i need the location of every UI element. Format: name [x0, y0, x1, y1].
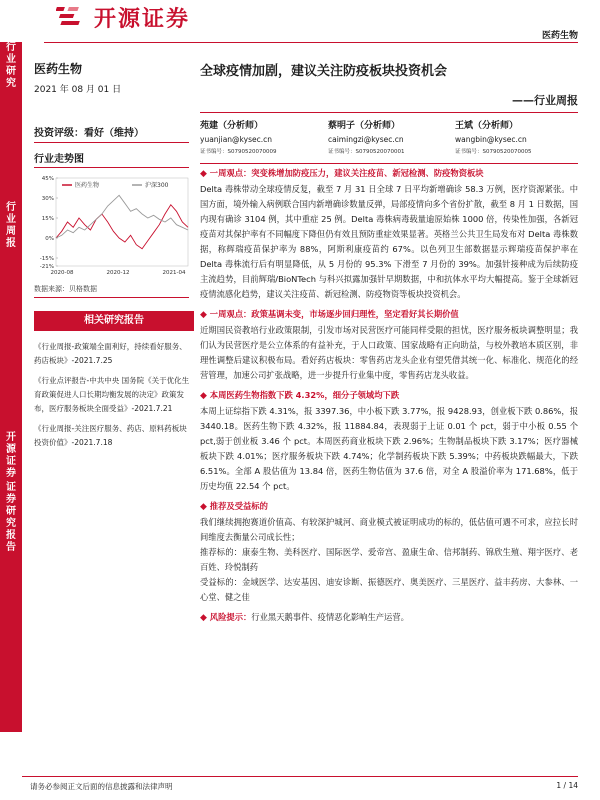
series-line [56, 195, 188, 238]
trend-chart-title: 行业走势图 [34, 154, 84, 165]
section-text: 近期国民资教培行业政策限制，引发市场对民营医疗可能同样受限的担忧，医疗服务板块调整明显；我们认为民营医疗是公立体系的有益补充，于人口政策、国家战略有正向助益，与校外教培本质区别，非理性调整后建议积极布局。看好药店板块：零售药店龙头企业有望凭借其统一化、标准化、规范化的经营管理，加速公司扩张战略，进一步提升行业集中度，零售药店龙头收益。 [200, 325, 578, 380]
investment-rating: 投资评级：看好（维持） [34, 128, 144, 139]
y-tick-label: 45% [41, 176, 54, 182]
analyst-name: 蔡明子（分析师） [328, 121, 401, 131]
header-category: 医药生物 [541, 31, 578, 41]
section-policy-view [200, 307, 578, 383]
analyst-email[interactable]: yuanjian@kysec.cn [200, 135, 272, 144]
series-line [56, 205, 188, 249]
y-tick-label: -15% [39, 256, 54, 262]
section-risk [200, 610, 578, 626]
analyst-name: 苑建（分析师） [200, 121, 264, 131]
related-report-item[interactable]: 《行业点评报告-中共中央 国务院《关于优化生育政策促进人口长期均衡发展的决定》政策发布，医疗服务板块全面受益》-2021.7.21 [34, 376, 190, 413]
company-logo [56, 2, 236, 32]
industry-name: 医药生物 [34, 62, 83, 76]
footer-divider [22, 776, 578, 777]
section-heading: 一周观点：突变株增加防疫压力，建议关注疫苗、新冠检测、防疫物资板块 [209, 168, 484, 178]
chart-frame [56, 178, 188, 266]
document-subtitle: ——行业周报 [512, 94, 578, 107]
related-report-item[interactable]: 《行业周报-关注医疗服务、药店、原料药板块投资价值》-2021.7.18 [34, 424, 187, 447]
section-text: 我们继续拥抱赛道价值高、有较深护城河、商业模式被证明成功的标的，低估值可遇不可求，应拉长时间维度去衡量公司成长性； [200, 517, 578, 542]
section-market-review [200, 388, 578, 494]
related-reports-list [34, 340, 194, 456]
section-heading: 一周观点：政策基调未变，市场逐步回归理性，坚定看好其长期价值 [209, 309, 459, 319]
x-tick-label: 2020-08 [50, 270, 74, 276]
divider [34, 142, 189, 143]
divider [34, 297, 189, 298]
x-tick-label: 2020-12 [106, 270, 130, 276]
analyst-email[interactable]: wangbin@kysec.cn [455, 135, 527, 144]
divider [34, 167, 189, 168]
analyst-cert: 证书编号：S0790520070005 [455, 149, 532, 155]
footer-disclaimer: 请务必参阅正文后面的信息披露和法律声明 [30, 782, 173, 791]
x-tick-label: 2021-04 [162, 270, 186, 276]
section-text: 本周上证综指下跌 4.31%，报 3397.36，中小板下跌 3.77%，报 9428.93，创业板下跌 0.86%，报 3440.18。医药生物下跌 4.32%，报 11884.84，表现弱于上证 0.01 个 pct，弱于中小板 0.55 个 pct,弱于创业板 3.46 个 pct。本周医药商业板块下跌 2.96%；生物制品板块下跌 3.17%；医疗器械板块下跌 4.01%；医疗服务板块下跌 4.74%；化学制药板块下跌 5.39%；中药板块跌幅最大，下跌 6.51%。全部 A 股估值为 13.84 倍，医药生物估值为 37.6 倍，对全 A 股溢价率为 171.68%，低于历史均值 22.54 个 pct。 [200, 406, 578, 491]
analyst-email[interactable]: caimingzi@kysec.cn [328, 135, 404, 144]
analyst-card [200, 120, 276, 159]
side-label-research: 行业研究 [6, 42, 16, 89]
analyst-cert: 证书编号：S0790520070009 [200, 149, 277, 155]
trend-chart [34, 172, 192, 280]
logo-mark-icon [56, 4, 88, 30]
side-label-report: 证券研究报告 [6, 482, 16, 553]
section-heading: 推荐及受益标的 [209, 501, 268, 511]
analyst-name: 王斌（分析师） [455, 121, 519, 131]
y-tick-label: -21% [39, 264, 54, 270]
chart-source: 数据来源：贝格数据 [34, 285, 97, 293]
section-weekly-view [200, 166, 578, 302]
beneficiary-stocks: 受益标的：金域医学、达安基因、迪安诊断、振德医疗、奥美医疗、三星医疗、益丰药房、大参林、一心堂、健之佳 [200, 577, 578, 602]
legend-label: 医药生物 [75, 182, 100, 189]
section-text: Delta 毒株带动全球疫情反复，截至 7 月 31 日全球 7 日平均新增确诊 58.3 万例，医疗资源紧张。中国方面，境外输入病例联合国内新增确诊数量反弹，局部疫情向多个省份扩散，截至 8 月 1 日数据，国内现有确诊 3104 例，其中重症 25 例。Delta 毒株病毒载量逾原始株 1000 倍，传染性加强，各新冠疫苗对其保护率有不同幅度下降但仍有效且预防重症效果显著。英格兰公共卫生局发布对 Delta 毒株数据，称辉瑞疫苗保护率为 88%，阿斯利康疫苗约 67%。以色列卫生部数据显示辉瑞疫苗保护率在 Delta 毒株流行后有明显降低，从 5 月份的 95.3% 下滑至 7 月份的 39%。加强针接种成为后续防疫主流趋势，目前辉瑞/BioNTech 与科兴拟露加强针早期数据，中和抗体水平均大幅提高。鉴于全球新冠疫情流感化趋势，建议关注疫苗、新冠检测、防疫物资等板块投资机会。 [200, 184, 578, 299]
divider [200, 112, 578, 113]
related-reports-header: 相关研究报告 [34, 311, 194, 331]
bullet-icon: ◆ [200, 310, 210, 320]
analyst-card [328, 120, 404, 159]
y-tick-label: 15% [41, 216, 54, 222]
header-divider [44, 42, 578, 43]
report-body [200, 166, 578, 628]
page-number: 1 / 14 [556, 781, 578, 790]
divider [200, 163, 578, 164]
analyst-card [455, 120, 531, 159]
y-tick-label: 0% [45, 236, 54, 242]
analyst-cert: 证书编号：S0790520070001 [328, 149, 405, 155]
logo-text: 开源证券 [94, 6, 191, 32]
y-tick-label: 30% [41, 196, 54, 202]
related-report-item[interactable]: 《行业周报-政策端全面利好，持续看好服务、药店板块》-2021.7.25 [34, 342, 187, 365]
bullet-icon: ◆ [200, 502, 210, 512]
bullet-icon: ◆ [200, 613, 210, 623]
side-bar [0, 42, 22, 732]
section-heading: 风险提示： [209, 612, 252, 622]
side-label-weekly: 行业周报 [6, 202, 16, 249]
bullet-icon: ◆ [200, 391, 210, 401]
document-title: 全球疫情加剧，建议关注防疫板块投资机会 [200, 64, 448, 79]
legend-label: 沪深300 [145, 182, 169, 189]
section-heading: 本周医药生物指数下跌 4.32%，细分子领域均下跌 [209, 390, 400, 400]
recommended-stocks: 推荐标的：康泰生物、美科医疗、国际医学、爱帝宫、盈康生命、信邦制药、锦欣生殖、翔宇医疗、老百姓、玲悦制药 [200, 547, 578, 572]
report-date: 2021 年 08 月 01 日 [34, 85, 122, 95]
section-text: 行业黑天鹅事件、疫情恶化影响生产运营。 [251, 612, 409, 622]
section-recommendations [200, 499, 578, 605]
bullet-icon: ◆ [200, 169, 210, 179]
side-label-brand: 开源证券 [6, 432, 16, 479]
